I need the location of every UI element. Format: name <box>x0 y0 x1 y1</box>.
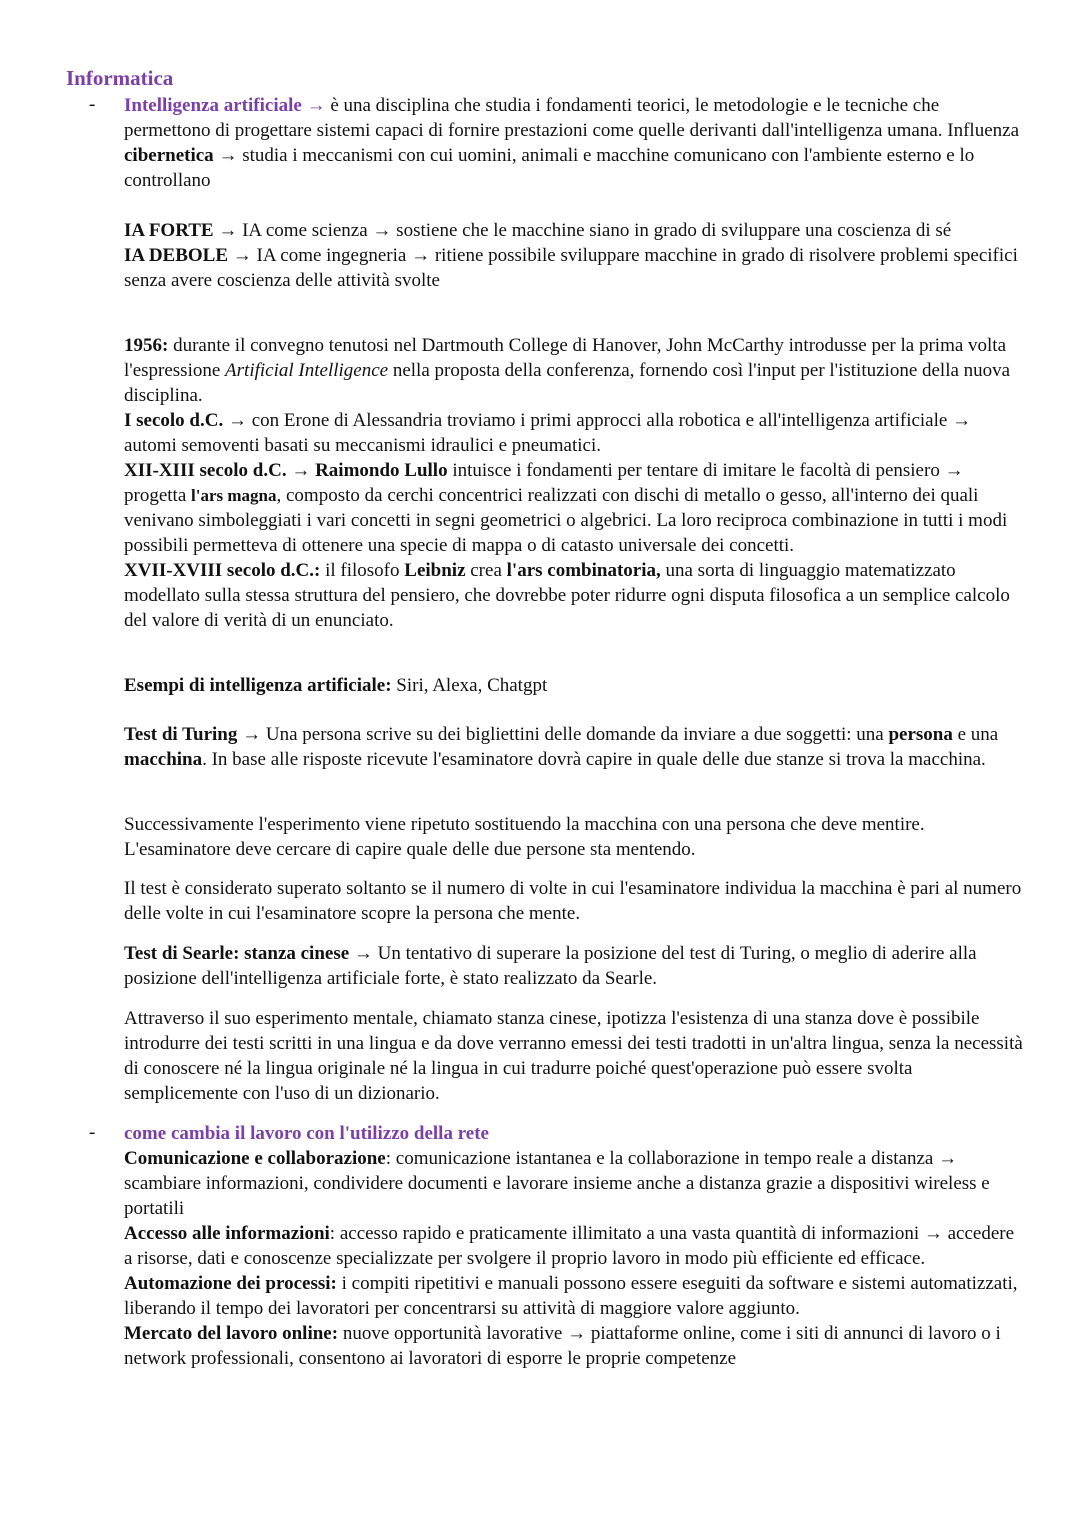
arrow-icon: → <box>218 145 238 166</box>
turing-test <box>124 722 1024 772</box>
turing-3: Il test è considerato superato soltanto se il numero di volte in cui l'esaminatore individua la macchina è pari al numero delle volte in cui l'esaminatore scopre la persona che mente. <box>124 878 1022 924</box>
arrow-icon: → <box>411 245 431 266</box>
searle-label: Test di Searle: stanza cinese <box>124 943 350 964</box>
arrow-icon: → <box>353 943 373 964</box>
bullet-dash: - <box>89 94 96 115</box>
c17-label: XVII-XVIII secolo d.C.: <box>124 560 321 581</box>
work-section <box>124 1121 1024 1371</box>
cyb-term: cibernetica <box>124 145 214 166</box>
c17-c: una sorta di linguaggio matematizzato modellato sulla stessa struttura del pensiero, che dovrebbe poter ridurre ogni disputa filosofica a un semplice calcolo del valore di verità di un enunciato. <box>124 560 1010 631</box>
forte-b: sostiene che le macchine siano in grado di sviluppare una coscienza di sé <box>396 220 952 241</box>
history-block <box>124 333 1024 633</box>
debole-b: ritiene possibile sviluppare macchine in grado di risolvere problemi specifici senza avere coscienza delle attività svolte <box>124 245 1018 291</box>
market-a: nuove opportunità lavorative <box>342 1323 563 1344</box>
arrow-icon: → <box>938 1148 958 1169</box>
searle-2: Attraverso il suo esperimento mentale, chiamato stanza cinese, ipotizza l'esistenza di una stanza dove è possibile introdurre dei testi scritti in una lingua e da dove verranno emessi dei testi tradotti in un'altra lingua, senza la necessità di conoscere né la lingua originale né la lingua in cui tradurre poiché quest'operazione può essere svolta semplicemente con l'uso di un dizionario. <box>124 1008 1023 1104</box>
c1-label: I secolo d.C. <box>124 410 224 431</box>
turing-a: Una persona scrive su dei bigliettini delle domande da inviare a due soggetti: una <box>265 724 884 745</box>
c12-c: , composto da cerchi concentrici realizzati con dischi di metallo o gesso, all'interno dei quali venivano simboleggiati i vari concetti in segni geometrici o algebrici. La loro reciproca combinazione in tutti i modi possibili permetteva di ottenere una specie di mappa o di catasto universale dei concetti. <box>124 485 1008 556</box>
work-heading: come cambia il lavoro con l'utilizzo della rete <box>124 1123 489 1144</box>
c12-label: XII-XIII secolo d.C. <box>124 460 287 481</box>
arrow-icon: → <box>567 1323 587 1344</box>
searle-paragraph-2 <box>124 1006 1024 1106</box>
c17-b: crea <box>470 560 502 581</box>
forte-a: IA come scienza <box>242 220 368 241</box>
turing-p: persona <box>888 724 953 745</box>
bullet-dash: - <box>89 1122 96 1143</box>
turing-m: macchina <box>124 749 203 770</box>
c12-name: Raimondo Lullo <box>315 460 448 481</box>
comm-b: scambiare informazioni, condividere documenti e lavorare insieme anche a distanza grazie a dispositivi wireless e portatili <box>124 1173 990 1219</box>
c1-b: automi semoventi basati su meccanismi idraulici e pneumatici. <box>124 435 601 456</box>
forte-label: IA FORTE <box>124 220 214 241</box>
searle-test <box>124 941 1024 991</box>
y1956-b: nella proposta della conferenza, fornendo così l'input per l'istituzione della nuova disciplina. <box>124 360 1011 406</box>
turing-b: . In base alle risposte ricevute l'esaminatore dovrà capire in quale delle due stanze si trova la macchina. <box>202 749 986 770</box>
y1956-a: durante il convegno tenutosi nel Dartmouth College di Hanover, John McCarthy introdusse per la prima volta l'espressione <box>124 335 1007 381</box>
arrow-icon: → <box>227 410 247 431</box>
acc-label: Accesso alle informazioni <box>124 1223 330 1244</box>
arrow-icon: → <box>944 460 964 481</box>
arrow-icon: → <box>372 220 392 241</box>
y1956-em: Artificial Intelligence <box>225 360 389 381</box>
cyb-text: studia i meccanismi con cui uomini, animali e macchine comunicano con l'ambiente esterno e lo controllano <box>124 145 975 191</box>
comm-label: Comunicazione e collaborazione <box>124 1148 386 1169</box>
arrow-icon: → <box>218 220 238 241</box>
c17-ars: l'ars combinatoria, <box>506 560 661 581</box>
auto-label: Automazione dei processi: <box>124 1273 337 1294</box>
turing-paragraph-2 <box>124 812 1024 862</box>
arrow-icon: → <box>306 95 326 116</box>
c12-a: intuisce i fondamenti per tentare di imitare le facoltà di pensiero <box>452 460 940 481</box>
examples <box>124 673 1024 698</box>
market-b: piattaforme online, come i siti di annunci di lavoro o i network professionali, consentono ai lavoratori di esporre le proprie competenze <box>124 1323 1001 1369</box>
y1956-label: 1956: <box>124 335 169 356</box>
page-title: Informatica <box>66 66 174 90</box>
ai-definition <box>124 93 1024 193</box>
auto-a: i compiti ripetitivi e manuali possono essere eseguiti da software e sistemi automatizzati, liberando il tempo dei lavoratori per concentrarsi su attività di maggiore valore aggiunto. <box>124 1273 1018 1319</box>
c12-b: progetta <box>124 485 187 506</box>
turing-e: e una <box>957 724 999 745</box>
arrow-icon: → <box>923 1223 943 1244</box>
arrow-icon: → <box>952 410 972 431</box>
debole-label: IA DEBOLE <box>124 245 229 266</box>
turing-label: Test di Turing <box>124 724 238 745</box>
acc-b: accedere a risorse, dati e conoscenze specializzate per svolgere il proprio lavoro in modo più efficiente ed efficace. <box>124 1223 1015 1269</box>
ai-def-text: è una disciplina che studia i fondamenti teorici, le metodologie e le tecniche che permettono di progettare sistemi capaci di fornire prestazioni come quelle derivanti dall'intelligenza umana. Influenza <box>124 95 1020 141</box>
arrow-icon: → <box>242 724 262 745</box>
comm-a: : comunicazione istantanea e la collaborazione in tempo reale a distanza <box>385 1148 934 1169</box>
searle-a: Un tentativo di superare la posizione del test di Turing, o meglio di aderire alla posizione dell'intelligenza artificiale forte, è stato realizzato da Searle. <box>124 943 977 989</box>
ia-forte-debole <box>124 218 1024 293</box>
market-label: Mercato del lavoro online: <box>124 1323 339 1344</box>
arrow-icon: → <box>232 245 252 266</box>
arrow-icon: → <box>291 460 311 481</box>
acc-a: : accesso rapido e praticamente illimitato a una vasta quantità di informazioni <box>329 1223 920 1244</box>
ex-label: Esempi di intelligenza artificiale: <box>124 675 392 696</box>
c17-name: Leibniz <box>404 560 466 581</box>
debole-a: IA come ingegneria <box>256 245 407 266</box>
c1-a: con Erone di Alessandria troviamo i primi approcci alla robotica e all'intelligenza artificiale <box>251 410 948 431</box>
ai-heading: Intelligenza artificiale <box>124 95 302 116</box>
turing-2: Successivamente l'esperimento viene ripetuto sostituendo la macchina con una persona che deve mentire. L'esaminatore deve cercare di capire quale delle due persone sta mentendo. <box>124 814 925 860</box>
c12-ars: l'ars magna <box>191 486 277 505</box>
turing-paragraph-3 <box>124 876 1024 926</box>
c17-a: il filosofo <box>325 560 400 581</box>
ex-text: Siri, Alexa, Chatgpt <box>396 675 548 696</box>
